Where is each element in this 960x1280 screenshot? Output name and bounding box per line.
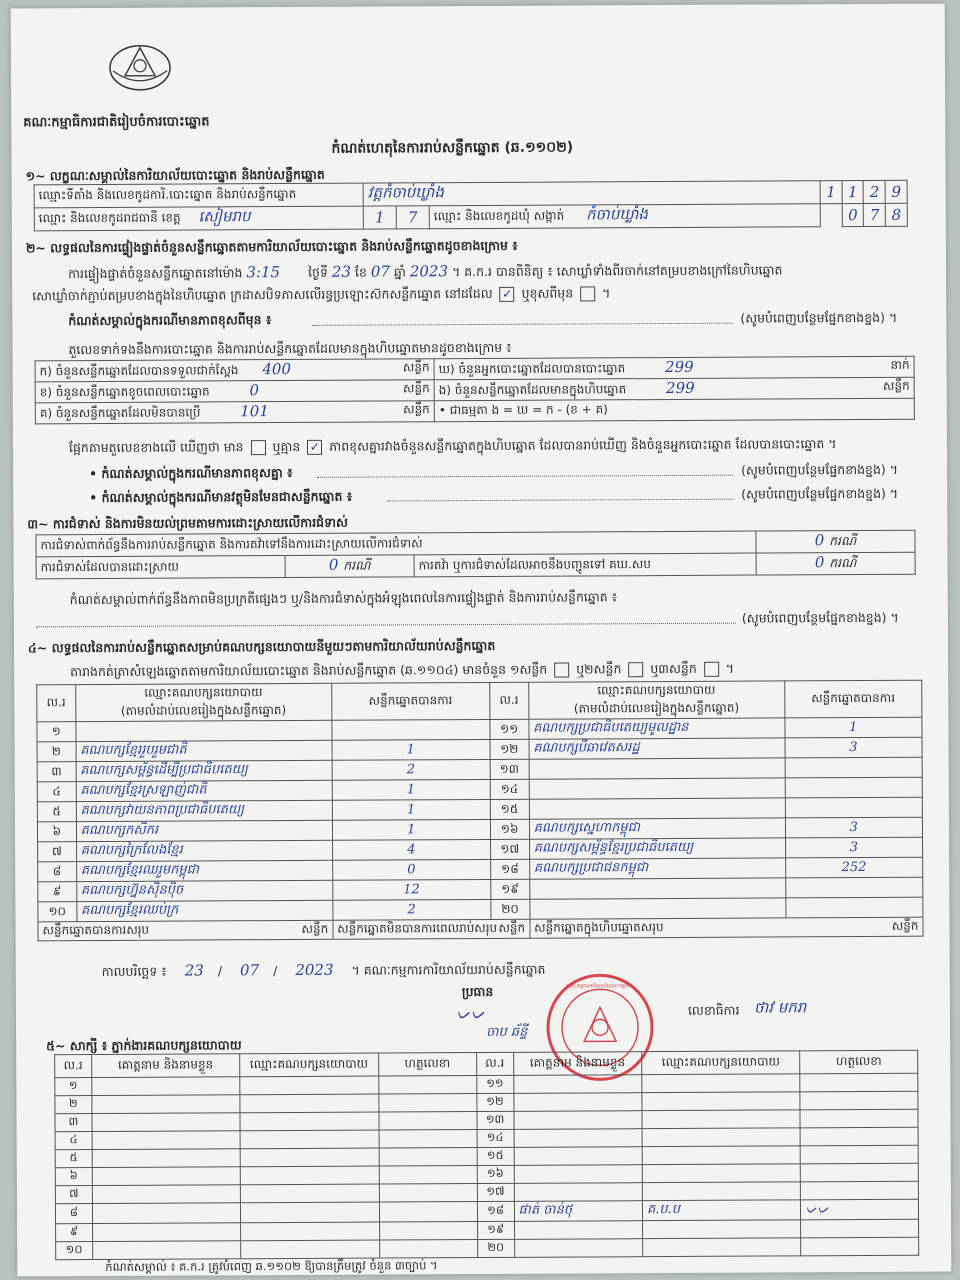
loc-code-1[interactable]: 1	[820, 181, 842, 204]
witness-party-right[interactable]	[642, 1110, 800, 1129]
witness-name-right[interactable]	[514, 1221, 643, 1240]
party-no-right: ១១	[490, 719, 529, 739]
party-votes-right[interactable]	[785, 797, 922, 818]
objection-row1-count[interactable]: 0	[814, 531, 825, 550]
party-no-right: ១៥	[490, 799, 529, 819]
col-party-left	[75, 683, 331, 721]
witness-party-right[interactable]	[642, 1092, 800, 1111]
party-no-right: ២០	[491, 899, 530, 919]
witness-party-left[interactable]	[240, 1148, 379, 1167]
objection-row1-unit: ករណី	[829, 533, 857, 549]
party-name-left[interactable]: គណបក្សហ្វ៊ុនស៊ិនប៉ិច	[76, 880, 332, 901]
party-votes-left[interactable]: 1	[332, 819, 490, 840]
tally-intro-a: តារាងកត់ត្រាសំឡេងឆ្នោតតាមការិយាល័យបោះឆ្នោត និងរាប់សន្លឹកឆ្នោត (ឆ.១១០៤) មានចំនួន ១សន្លឹក	[70, 661, 548, 680]
section3-title: ៣~ ការជំទាស់ និងការមិនយល់ព្រមតាមការដោះស្រាយលើការជំទាស់	[27, 514, 348, 532]
total-valid-unit: សន្លឹក	[301, 921, 329, 936]
verify-line2	[32, 285, 610, 307]
party-name-right[interactable]: គណបក្សសម្ព័ន្ធខ្មែរប្រជាធិបតេយ្យ	[529, 838, 785, 859]
witness-sign-right[interactable]	[801, 1163, 919, 1182]
party-name-right[interactable]	[529, 898, 785, 919]
witness-name-left[interactable]	[92, 1241, 240, 1260]
nec-emblem	[105, 36, 175, 96]
prov-code-2[interactable]: 7	[396, 206, 429, 229]
party-votes-right[interactable]: 252	[785, 857, 922, 878]
col-no-right: ល.រ	[490, 682, 529, 719]
party-results-table	[36, 680, 923, 942]
one-sheet-checkbox[interactable]	[554, 663, 569, 678]
verify-text-h: ។	[602, 285, 611, 301]
three-sheet-checkbox[interactable]	[704, 662, 719, 677]
witness-name-left[interactable]	[92, 1077, 240, 1096]
location-label: ឈ្មោះទីតាំង និងលេខកូដការិ.បោះឆ្នោត និងរាប់សន្លឹកឆ្នោត	[34, 183, 363, 208]
note-difference: កំណត់សម្គាល់ក្នុងករណីមានភាពខុសពីមុន ៖	[68, 312, 272, 329]
row-nga	[434, 377, 914, 401]
chief-signature	[456, 1004, 527, 1043]
party-votes-left[interactable]	[332, 719, 490, 740]
same-checkbox[interactable]: ✓	[500, 287, 515, 302]
witness-sign-left[interactable]	[379, 1222, 477, 1241]
province-value[interactable]: សៀមរាប	[198, 207, 251, 226]
total-invalid-label: សន្លឹកឆ្នោតមិនបានការពេលរាប់សរុប	[337, 920, 498, 936]
form-title: កំណត់ហេតុនៃការរាប់សន្លឹកឆ្នោត (ឆ.១១០២)	[331, 139, 574, 157]
stamp-text: គណៈកម្មការការិយាល័យបោះឆ្នោត	[565, 983, 630, 990]
witness-no-right: ១៦	[477, 1165, 514, 1183]
witness-party-right[interactable]: គ.ប.ប	[642, 1200, 800, 1221]
witness-no-right: ១៨	[477, 1201, 514, 1221]
verify-month[interactable]: 07	[370, 262, 390, 281]
nga-label: ង) ចំនួនសន្លឹកឆ្នោតដែលមានក្នុងហិបឆ្នោត	[438, 382, 627, 398]
location-value[interactable]: វត្តកំចាប់ឃ្លាំង	[363, 181, 820, 206]
witness-row	[56, 1237, 919, 1260]
w-col-no-right: ល.រ	[476, 1052, 513, 1075]
different-checkbox[interactable]	[580, 286, 595, 301]
verify-line1	[68, 260, 782, 285]
verify-text-b: ថ្ងៃទី	[308, 264, 328, 280]
witness-party-left[interactable]	[240, 1166, 379, 1185]
party-votes-left[interactable]: 2	[333, 899, 491, 920]
commune-code-gap	[820, 204, 842, 227]
section5-title: ៥~ សាក្សី ៖ ភ្នាក់ងារគណបក្សនយោបាយ	[46, 1037, 242, 1054]
witness-no-right: ១២	[477, 1093, 514, 1111]
witness-name-left[interactable]	[92, 1113, 240, 1132]
date-label: កាលបរិច្ឆេទ ៖	[101, 963, 167, 979]
witness-sign-right[interactable]	[801, 1219, 919, 1238]
total-invalid	[333, 919, 530, 939]
prov-code-1[interactable]: 1	[363, 206, 396, 229]
witness-name-right[interactable]	[513, 1075, 642, 1094]
witness-party-right[interactable]	[642, 1074, 800, 1093]
col-party-left-a: ឈ្មោះគណបក្សនយោបាយ	[144, 685, 263, 700]
witness-name-right[interactable]: ផាត់ ចាន់ថុ	[514, 1201, 643, 1222]
witness-no-right: ១១	[476, 1075, 513, 1093]
difference-line	[69, 436, 837, 459]
section1-title: ១~ លក្ខណៈសម្គាល់នៃការិយាល័យបោះឆ្នោត និងរាប់សន្លឹកឆ្នោត	[25, 166, 325, 184]
note-difference-line	[312, 323, 732, 326]
objection-row1-label: ការជំទាស់ពាក់ព័ន្ធនឹងការរាប់សន្លឹកឆ្នោត និងការតវ៉ាទៅនឹងការដោះស្រាយលើការជំទាស់	[36, 531, 756, 557]
party-no-left: ១០	[38, 902, 77, 922]
org-name: គណៈកម្មាធិការជាតិរៀបចំការបោះឆ្នោត	[23, 114, 210, 131]
party-votes-left[interactable]: 4	[332, 839, 490, 860]
witness-sign-left[interactable]	[379, 1240, 477, 1259]
secretary-signature: ថាវ មករា	[753, 998, 807, 1017]
witness-sign-right[interactable]	[801, 1181, 919, 1200]
loc-code-3[interactable]: 2	[864, 180, 886, 203]
witness-sign-right[interactable]	[800, 1091, 918, 1110]
witness-name-right[interactable]	[513, 1111, 642, 1130]
fill-hint-1: (សូមបំពេញបន្ថែមផ្នែកខាងខ្នង) ។	[740, 309, 898, 326]
nga-unit: សន្លឹក	[882, 378, 910, 393]
witness-name-left[interactable]	[92, 1131, 240, 1150]
witness-no-left: ៣	[55, 1114, 92, 1132]
witness-no-left: ៤	[55, 1132, 92, 1150]
chief-label: ប្រធាន	[461, 983, 494, 1000]
commune-label-text: ឈ្មោះ និងលេខកូដឃុំ សង្កាត់	[433, 208, 565, 224]
objection-row2b-label: ការតវ៉ា ឬការជំទាស់ដែលអាចនឹងបញ្ជូនទៅ គឃ.សប	[414, 553, 756, 577]
ka-unit: សន្លឹក	[402, 360, 430, 375]
witness-no-left: ៩	[56, 1224, 93, 1242]
party-votes-right[interactable]	[785, 777, 922, 798]
w-col-party-right: ឈ្មោះគណបក្សនយោបាយ	[642, 1051, 800, 1075]
gha-unit: នាក់	[890, 357, 910, 372]
total-valid	[38, 920, 333, 941]
party-name-right[interactable]: គណបក្សបីឆាវេតសរដ្ឋ	[529, 738, 785, 759]
objection-row2-value[interactable]	[285, 555, 414, 578]
loc-code-2[interactable]: 1	[842, 180, 864, 203]
verify-text-g: ឬខុសពីមុន	[521, 285, 574, 301]
party-no-left: ៥	[37, 802, 76, 822]
witness-sign-left[interactable]	[379, 1094, 477, 1113]
party-no-right: ១៣	[490, 759, 529, 779]
objection-row2-unit: ករណី	[343, 557, 371, 573]
col-party-right	[528, 681, 784, 719]
verify-text-d: ឆ្នាំ	[393, 264, 406, 280]
row-gha	[434, 356, 914, 380]
party-no-right: ១៦	[490, 819, 529, 839]
witness-party-left[interactable]	[240, 1184, 379, 1203]
witness-party-right[interactable]	[642, 1164, 800, 1183]
witness-party-right[interactable]	[642, 1146, 800, 1165]
witness-name-left[interactable]	[92, 1223, 240, 1242]
section2-title: ២~ លទ្ធផលនៃការផ្ទៀងផ្ទាត់ចំនួនសន្លឹកឆ្នោតតាមការិយាល័យបោះឆ្នោត និងរាប់សន្លឹកឆ្នោតដូចខាងក្រោម ៖	[25, 237, 518, 256]
witness-sign-right[interactable]	[800, 1127, 918, 1146]
party-votes-left[interactable]: 12	[332, 879, 490, 900]
party-name-right[interactable]	[529, 798, 785, 819]
com-code-3[interactable]: 8	[885, 203, 907, 226]
verify-text-a: ការផ្ទៀងផ្ទាត់ចំនួនសន្លឹកឆ្នោតនៅម៉ោង	[68, 265, 243, 282]
total-valid-label: សន្លឹកឆ្នោតបានការសរុប	[42, 922, 150, 938]
objections-table	[35, 530, 915, 580]
diff-text-c: ភាពខុសគ្នារវាងចំនួនសន្លឹកឆ្នោតក្នុងហិបឆ្នោត ដែលបានរាប់ឃើញ និងចំនួនអ្នកបោះឆ្នោត ដែលបានបោះឆ្នោត ។	[329, 436, 837, 454]
witness-name-right[interactable]	[514, 1239, 643, 1258]
has-diff-checkbox[interactable]	[251, 440, 266, 455]
party-votes-left[interactable]: 2	[332, 759, 490, 780]
diff-text-b: ឬគ្មាន	[272, 438, 301, 455]
party-name-left[interactable]: គណបក្សខ្មែររួបរួមជាតិ	[76, 740, 332, 761]
witness-name-right[interactable]	[513, 1093, 642, 1112]
commune-value[interactable]: កំចាប់ឃ្លាំង	[585, 205, 648, 224]
witness-no-right: ១៣	[477, 1111, 514, 1129]
objection-note-line	[36, 623, 736, 628]
total-box-unit: សន្លឹក	[891, 918, 919, 933]
witness-name-left[interactable]	[92, 1167, 240, 1186]
witness-no-right: ២០	[477, 1239, 514, 1257]
witness-no-left: ៧	[55, 1186, 92, 1204]
party-no-right: ១៩	[491, 879, 530, 899]
objection-row2b-value[interactable]	[756, 552, 915, 575]
col-votes-left: សន្លឹកឆ្នោតបានការ	[331, 682, 489, 720]
witness-sign-right[interactable]: ᨆᨆ	[801, 1199, 919, 1220]
party-name-right[interactable]: គណបក្សប្រជាធិបតេយ្យមូលដ្ឋាន	[529, 718, 785, 739]
witness-name-left[interactable]	[92, 1185, 240, 1204]
witness-no-right: ១៩	[477, 1221, 514, 1239]
objection-row2b-unit: ករណី	[829, 555, 857, 571]
witness-no-right: ១៤	[477, 1129, 514, 1147]
witness-sign-left[interactable]	[379, 1130, 477, 1149]
witness-no-right: ១៧	[477, 1183, 514, 1201]
witness-no-left: ៨	[55, 1204, 92, 1224]
row-ko	[35, 401, 434, 424]
party-no-left: ១	[37, 722, 76, 742]
figures-table	[35, 356, 915, 425]
witness-no-left: ៦	[55, 1168, 92, 1186]
date-tail: ។ គណៈកម្មការការិយាល័យរាប់សន្លឹកឆ្នោត	[351, 961, 546, 978]
party-votes-right[interactable]: 3	[785, 837, 922, 858]
party-votes-right[interactable]: 3	[785, 817, 922, 838]
note-discrepancy-line	[317, 475, 733, 478]
emblem-icon	[105, 36, 175, 96]
witness-party-left[interactable]	[240, 1202, 379, 1223]
com-code-2[interactable]: 7	[864, 203, 886, 226]
verify-text-e: ។ គ.ក.រ បានពិនិត្យ ៖ សោឃ្លាំទាំងពីរចាក់នៅតម្របខាងក្រៅនៃហិបឆ្នោត	[451, 262, 783, 280]
fill-hint-4: (សូមបំពេញបន្ថែមផ្នែកខាងខ្នង) ។	[741, 609, 899, 626]
witness-table	[54, 1050, 919, 1261]
objection-row2-label: ការជំទាស់ដែលបានដោះស្រាយ	[36, 556, 285, 579]
party-no-left: ២	[37, 742, 76, 762]
secretary-label: លេខាធិការ	[687, 1002, 740, 1018]
w-col-no-left: ល.រ	[55, 1055, 92, 1078]
w-col-name-right: គោត្តនាម និងនាមខ្លួន	[513, 1052, 642, 1076]
party-votes-right[interactable]: 3	[785, 737, 922, 758]
witness-sign-right[interactable]	[800, 1073, 918, 1092]
no-diff-checkbox[interactable]: ✓	[307, 440, 322, 455]
witness-party-left[interactable]	[240, 1112, 379, 1131]
witness-name-right[interactable]	[514, 1147, 643, 1166]
row-kha	[35, 380, 434, 403]
witness-name-left[interactable]	[92, 1095, 240, 1114]
witness-party-left[interactable]	[240, 1130, 379, 1149]
formula: ជាធម្មតា ង = ឃ = ក - (ខ + គ)	[449, 402, 608, 418]
kha-label: ខ) ចំនួនសន្លឹកឆ្នោតខូចពេលបោះឆ្នោត	[39, 384, 210, 400]
ko-unit: សន្លឹក	[403, 402, 430, 417]
w-col-sign-left: ហត្ថលេខា	[378, 1053, 476, 1077]
witness-sign-left[interactable]	[379, 1166, 477, 1185]
party-name-left[interactable]: គណបក្សកសិករ	[76, 820, 332, 841]
party-name-right[interactable]: គណបក្សស្នេហាកម្ពុជា	[529, 818, 785, 839]
party-name-left[interactable]: គណបក្សខ្មែរឈរួមកម្ពុជា	[76, 860, 332, 881]
w-col-name-left: គោត្តនាម និងនាមខ្លួន	[91, 1054, 239, 1078]
party-no-left: ៨	[38, 862, 77, 882]
objection-row1-value[interactable]	[756, 530, 915, 553]
fill-hint-3: (សូមបំពេញបន្ថែមផ្នែកខាងខ្នង) ។	[741, 485, 899, 502]
witness-name-left[interactable]	[92, 1149, 240, 1168]
form-sheet	[11, 4, 952, 1277]
com-code-1[interactable]: 0	[842, 203, 864, 226]
section1-table	[34, 180, 908, 232]
col-no-left: ល.រ	[37, 685, 76, 722]
figures-intro: តួលេខទាក់ទងនឹងការបោះឆ្នោត និងការរាប់សន្លឹកឆ្នោតដែលមានក្នុងហិបឆ្នោតមានដូចខាងក្រោម ៖	[68, 339, 512, 358]
witness-name-right[interactable]	[514, 1165, 643, 1184]
witness-name-right[interactable]	[514, 1129, 643, 1148]
tally-intro-b: ឬ២សន្លឹក	[576, 661, 622, 677]
row-formula: • ជាធម្មតា ង = ឃ = ក - (ខ + គ)	[434, 398, 914, 422]
party-name-left[interactable]: គណបក្សខ្មែរឈប់ក្រ	[76, 900, 332, 921]
total-box-label: សន្លឹកឆ្នោតក្នុងហិបឆ្នោតសរុប	[534, 920, 664, 935]
col-party-right-a: ឈ្មោះគណបក្សនយោបាយ	[597, 682, 716, 698]
witness-party-left[interactable]	[241, 1240, 380, 1259]
gha-label: ឃ) ចំនួនអ្នកបោះឆ្នោតដែលបានបោះឆ្នោត	[438, 361, 626, 377]
party-votes-right[interactable]	[785, 757, 922, 778]
party-no-right: ១២	[490, 739, 529, 759]
two-sheet-checkbox[interactable]	[628, 662, 643, 677]
gha-value[interactable]: 299	[664, 357, 694, 377]
province-label-text: ឈ្មោះ និងលេខកូដរាជធានី ខេត្ត	[38, 210, 181, 226]
party-name-left[interactable]: គណបក្សវាយនភាពប្រជាធិបតេយ្យ	[76, 800, 332, 821]
party-name-left[interactable]: គណបក្សសម្ព័ន្ធដើម្បីប្រជាធិបតេយ្យ	[76, 760, 332, 781]
party-votes-left[interactable]: 1	[332, 799, 490, 820]
objection-note: កំណត់សម្គាល់ពាក់ព័ន្ធនឹងភាពមិនប្រក្រតីផ្សេងៗ ឬ/និងការជំទាស់ក្នុងអំឡុងពេលនៃការផ្ទៀងផ្ទាត់ និងការរាប់សន្លឹកឆ្នោត ៖	[69, 589, 618, 608]
witness-party-left[interactable]	[240, 1222, 379, 1241]
witness-sign-left[interactable]	[378, 1076, 476, 1095]
witness-name-right[interactable]	[514, 1183, 643, 1202]
witness-sign-left[interactable]	[379, 1202, 477, 1223]
party-votes-left[interactable]: 1	[332, 779, 490, 800]
witness-party-left[interactable]	[240, 1076, 379, 1095]
col-votes-right: សន្លឹកឆ្នោតបានការ	[784, 680, 922, 718]
ka-label: ក) ចំនួនសន្លឹកឆ្នោតដែលបានទទួលជាក់ស្តែង	[39, 363, 239, 379]
party-name-right[interactable]: គណបក្សប្រជាជនកម្ពុជា	[529, 858, 785, 879]
date-day[interactable]: 23	[184, 961, 204, 980]
tally-intro-c: ឬ៣សន្លឹក	[650, 660, 697, 677]
witness-sign-right[interactable]	[800, 1145, 918, 1164]
ko-value[interactable]: 101	[240, 402, 269, 421]
total-box	[530, 917, 923, 938]
witness-sign-left[interactable]	[379, 1112, 477, 1131]
witness-no-left: ៥	[55, 1150, 92, 1168]
party-no-right: ១៨	[490, 859, 529, 879]
witness-no-left: ១០	[56, 1242, 93, 1260]
date-line: កាលបរិច្ឆេទ ៖ 23 / 07 / 2023 ។ គណៈកម្មការការិយាល័យរាប់សន្លឹកឆ្នោត	[101, 960, 546, 980]
verify-year[interactable]: 2023	[409, 262, 449, 281]
party-votes-left[interactable]: 0	[332, 859, 490, 880]
party-name-right[interactable]	[529, 878, 785, 899]
party-no-left: ៩	[38, 882, 77, 902]
ka-value[interactable]: 400	[262, 359, 292, 379]
objection-row2b-count[interactable]: 0	[814, 553, 825, 572]
witness-no-right: ១៥	[477, 1147, 514, 1165]
party-no-left: ៧	[38, 842, 77, 862]
verify-text-f: សោឃ្លាំចាក់ភ្ជាប់តម្របខាងក្នុងនៃហិបឆ្នោត ក្រដាសបិទភាសលើរន្ធប្រឡោះស៊កសន្លឹកឆ្នោត នៅដដែល	[32, 285, 493, 304]
footnote: កំណត់សម្គាល់ ៖ គ.ក.រ ត្រូវបំពេញ ឆ.១១០២ ឱ្យបានត្រឹមត្រូវ ចំនួន ៣ច្បាប់ ។	[105, 1258, 438, 1274]
objection-row2-count[interactable]: 0	[328, 555, 339, 574]
date-month[interactable]: 07	[239, 961, 260, 980]
party-no-left: ៣	[37, 762, 76, 782]
party-no-right: ១៤	[490, 779, 529, 799]
party-votes-right[interactable]	[785, 897, 922, 918]
party-name-right[interactable]	[529, 758, 785, 779]
verify-day[interactable]: 23	[331, 262, 352, 281]
col-party-right-b: (តាមលំដាប់លេខរៀងក្នុងសន្លឹកឆ្នោត)	[573, 700, 740, 716]
total-invalid-unit: សន្លឹក	[498, 920, 526, 935]
witness-no-left: ២	[55, 1096, 92, 1114]
witness-party-right[interactable]	[643, 1220, 801, 1239]
witness-party-right[interactable]	[642, 1128, 800, 1147]
province-label	[34, 206, 363, 231]
chief-name: ចាប ឆ័ន្ទី	[486, 1024, 528, 1040]
party-no-left: ៦	[37, 822, 76, 842]
section4-title: ៤~ លទ្ធផលនៃការរាប់សន្លឹកឆ្នោតសម្រាប់គណបក្សនយោបាយនីមួយៗតាមការិយាល័យរាប់សន្លឹកឆ្នោត	[27, 637, 496, 656]
nga-value[interactable]: 299	[665, 378, 695, 398]
note-discrepancy: • កំណត់សម្គាល់ក្នុងករណីមានភាពខុសគ្នា ៖	[89, 464, 293, 482]
diff-text-a: ផ្អែកតាមតួលេខខាងលើ ឃើញថា មាន	[68, 439, 244, 456]
fill-hint-2: (សូមបំពេញបន្ថែមផ្នែកខាងខ្នង) ។	[741, 461, 899, 478]
party-name-right[interactable]	[529, 778, 785, 799]
witness-no-left: ១	[55, 1078, 92, 1096]
party-no-left: ៤	[37, 782, 76, 802]
witness-sign-left[interactable]	[379, 1184, 477, 1203]
verify-text-c: ខែ	[354, 264, 367, 280]
note-foreign-line	[387, 499, 733, 502]
kha-unit: សន្លឹក	[402, 381, 430, 396]
party-name-left[interactable]: គណបក្សក្រៃលែងខ្មែរ	[76, 840, 332, 861]
witness-party-right[interactable]	[642, 1182, 800, 1201]
w-col-sign-right: ហត្ថលេខា	[800, 1050, 918, 1074]
party-name-left[interactable]: គណបក្សខ្មែរស្រឡាញ់ជាតិ	[76, 780, 332, 801]
w-col-party-left: ឈ្មោះគណបក្សនយោបាយ	[240, 1053, 379, 1077]
witness-name-left[interactable]	[92, 1203, 240, 1224]
witness-sign-left[interactable]	[379, 1148, 477, 1167]
col-party-left-b: (តាមលំដាប់លេខរៀងក្នុងសន្លឹកឆ្នោត)	[120, 703, 287, 718]
party-name-left[interactable]	[76, 720, 332, 741]
party-no-right: ១៧	[490, 839, 529, 859]
party-votes-right[interactable]: 1	[785, 717, 922, 738]
party-votes-left[interactable]: 1	[332, 739, 490, 760]
witness-sign-right[interactable]	[801, 1237, 919, 1256]
date-year[interactable]: 2023	[295, 960, 334, 979]
chief-sign-mark: ᨆᨆ	[455, 1003, 485, 1024]
tally-intro: តារាងកត់ត្រាសំឡេងឆ្នោតតាមការិយាល័យបោះឆ្នោត និងរាប់សន្លឹកឆ្នោត (ឆ.១១០៤) មានចំនួន ១សន្លឹក ឬ២សន្លឹក ឬ៣សន្លឹក ។	[70, 660, 734, 680]
verify-time[interactable]: 3:15	[246, 263, 281, 282]
party-votes-right[interactable]	[785, 877, 922, 898]
witness-party-left[interactable]	[240, 1094, 379, 1113]
witness-sign-right[interactable]	[800, 1109, 918, 1128]
note-foreign-object: • កំណត់សម្គាល់ក្នុងករណីមានវត្ថុមិនមែនជាសន្លឹកឆ្នោត ៖	[89, 488, 353, 506]
ko-label: គ) ចំនួនសន្លឹកឆ្នោតដែលមិនបានប្រើ	[39, 405, 201, 421]
loc-code-4[interactable]: 9	[885, 180, 907, 203]
kha-value[interactable]: 0	[249, 381, 260, 400]
witness-party-right[interactable]	[643, 1238, 801, 1257]
row-ka	[35, 359, 434, 382]
commune-label	[429, 204, 820, 229]
